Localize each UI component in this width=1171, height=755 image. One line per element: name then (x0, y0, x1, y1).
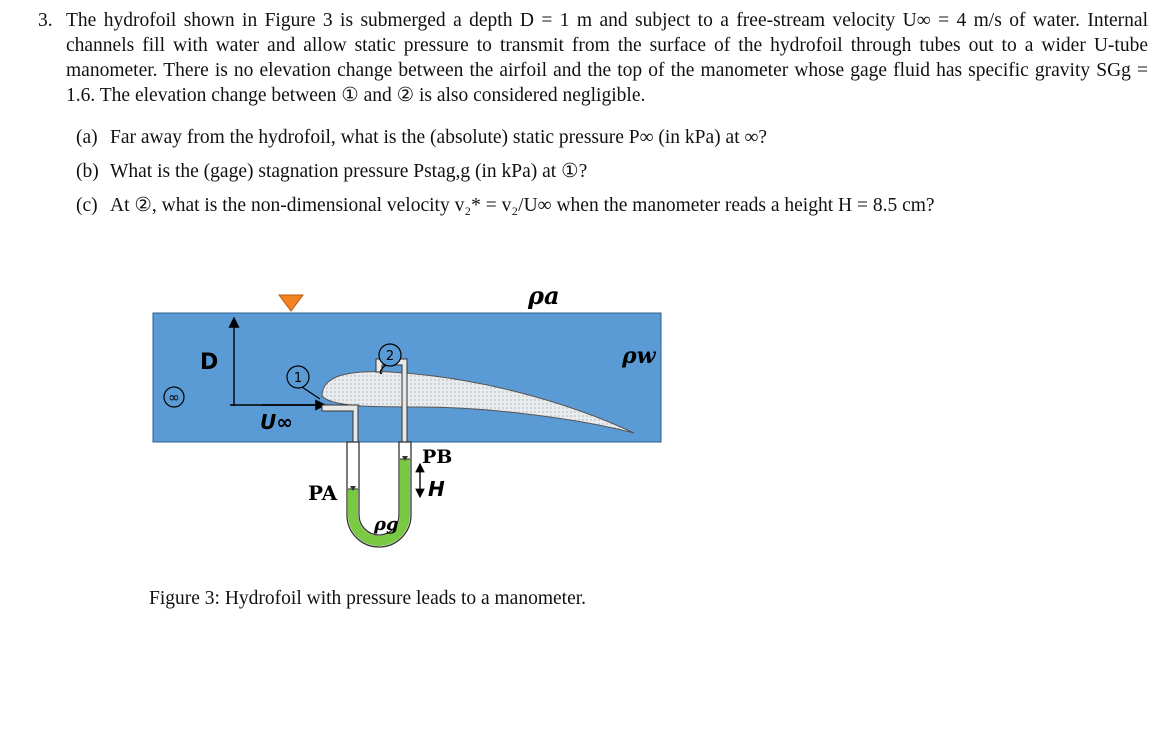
infinity-label: ∞ (168, 390, 180, 406)
question-a (76, 126, 1136, 160)
problem-text: The hydrofoil shown in Figure 3 is submerged a depth D = 1 m and subject to a free-stream velocity U∞ = 4 m/s of water. Internal channels fill with water and allow static pressure to transmit from the surface of the hydrofoil through tubes out to a wider U-tube manometer. There is no elevation change between the airfoil and the top of the manometer whose gage fluid has specific gravity SGg = 1.6. The elevation change between ① and ② is also considered negligible. (66, 10, 1148, 106)
figure-caption: Figure 3: Hydrofoil with pressure leads to a manometer. (149, 588, 587, 609)
label-pa: PA (308, 481, 338, 505)
label-height: H (428, 477, 445, 501)
question-text: At ②, what is the non-dimensional velocity v₂* = v₂/U∞ when the manometer reads a height H = 8.5 cm? (110, 195, 935, 216)
label-depth: D (200, 350, 219, 375)
point-1-label: 1 (293, 371, 303, 386)
problem-statement (38, 8, 1148, 108)
question-label: (b) (76, 161, 99, 182)
point-2-label: 2 (385, 349, 395, 364)
label-rho-a: ρa (528, 283, 560, 310)
question-text: Far away from the hydrofoil, what is the (absolute) static pressure P∞ (in kPa) at ∞? (110, 127, 768, 148)
question-label: (c) (76, 195, 98, 216)
label-rho-g: ρg (374, 514, 399, 535)
question-text: What is the (gage) stagnation pressure Pstag,g (in kPa) at ①? (110, 161, 588, 182)
question-b (76, 160, 1136, 194)
free-surface-marker (279, 295, 303, 311)
question-label: (a) (76, 127, 98, 148)
label-rho-w: ρw (622, 343, 656, 369)
hydrofoil-figure (150, 283, 670, 558)
question-c (76, 194, 1136, 228)
question-list (76, 126, 1136, 228)
label-pb: PB (422, 446, 453, 468)
label-velocity: U∞ (260, 410, 293, 434)
problem-number: 3. (38, 10, 53, 31)
